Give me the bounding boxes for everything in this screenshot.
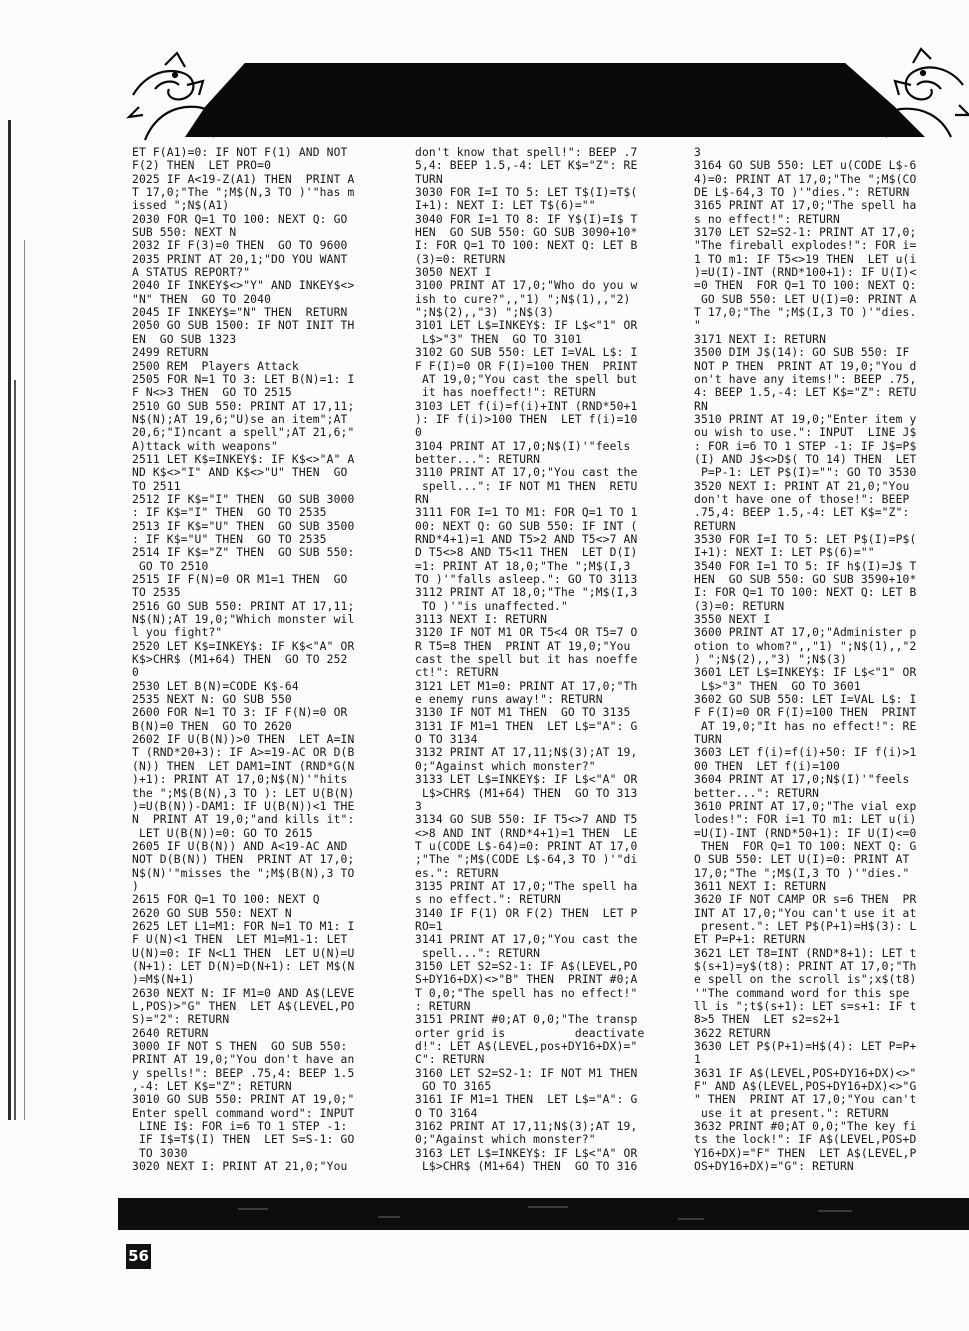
page-edge-shadow bbox=[0, 120, 30, 1120]
page-number-badge: 56 bbox=[126, 1244, 151, 1269]
dragon-header-banner bbox=[125, 45, 969, 145]
listing-column-3: 3 3164 GO SUB 550: LET u(CODE L$-6 4)=0: PRINT AT 17,0;"The ";M$(CO DE L$-64,3 TO )'"dies.": RETURN 3165 PRINT AT 17,0;"The spell ha s no effect!": RETURN 3170 LET S2=S2-1: PRINT AT 17,0; "The fireball explodes!": FOR i= 1 TO m1: IF T5<>19 THEN LET u(i )=U(I)-INT (RND*100+1): IF U(I)< =0 THEN FOR Q=1 TO 100: NEXT Q: GO SUB 550: LET U(I)=0: PRINT A T 17,0;"The ";M$(I,3 TO )'"dies. " 3171 NEXT I: RETURN 3500 DIM J$(14): GO SUB 550: IF NOT P THEN PRINT AT 19,0;"You d on't have any items!": BEEP .75, 4: BEEP 1.5,-4: LET K$="Z": RETU RN 3510 PRINT AT 19,0;"Enter item y ou wish to use.": INPUT LINE J$ : FOR i=6 TO 1 STEP -1: IF J$=P$ (I) AND J$<>D$( TO 14) THEN LET P=P-1: LET P$(I)="": GO TO 3530 3520 NEXT I: PRINT AT 21,0;"You don't have one of those!": BEEP .75,4: BEEP 1.5,-4: LET K$="Z": RETURN 3530 FOR I=I TO 5: LET P$(I)=P$( I+1): NEXT I: LET P$(6)="" 3540 FOR I=1 TO 5: IF h$(I)=J$ T HEN GO SUB 550: GO SUB 3590+10* I: FOR Q=1 TO 100: NEXT Q: LET B (3)=0: RETURN 3550 NEXT I 3600 PRINT AT 17,0;"Administer p otion to whom?",,"1) ";N$(1),,"2 ) ";N$(2),,"3) ";N$(3) 3601 LET L$=INKEY$: IF L$<"1" OR L$>"3" THEN GO TO 3601 3602 GO SUB 550: LET I=VAL L$: I F F(I)=0 OR F(I)=100 THEN PRINT AT 19,0;"It has no effect!": RE TURN 3603 LET f(i)=f(i)+50: IF f(i)>1 00 THEN LET f(i)=100 3604 PRINT AT 17,0;N$(I)'"feels better...": RETURN 3610 PRINT AT 17,0;"The vial exp lodes!": FOR i=1 TO m1: LET u(i) =U(I)-INT (RND*50+1): IF U(I)<=0 THEN FOR Q=1 TO 100: NEXT Q: G O SUB 550: LET U(I)=0: PRINT AT 17,0;"The ";M$(I,3 TO )'"dies." 3611 NEXT I: RETURN 3620 IF NOT CAMP OR s=6 THEN PR INT AT 17,0;"You can't use it at present.": LET P$(P+1)=H$(3): L ET P=P+1: RETURN 3621 LET T8=INT (RND*8+1): LET t $(s+1)=y$(t8): PRINT AT 17,0;"Th e spell on the scroll is";x$(t8) '"The command word for this spe ll is ";t$(s+1): LET s=s+1: IF t 8>5 THEN LET s2=s2+1 3622 RETURN 3630 LET P$(P+1)=H$(4): LET P=P+ 1 3631 IF A$(LEVEL,POS+DY16+DX)<>" F" AND A$(LEVEL,POS+DY16+DX)<>"G " THEN PRINT AT 17,0;"You can't use it at present.": RETURN 3632 PRINT #0;AT 0,0;"The key fi ts the lock!": IF A$(LEVEL,POS+D Y16+DX)="F" THEN LET A$(LEVEL,P OS+DY16+DX)="G": RETURN bbox=[694, 146, 917, 1174]
listing-column-2: don't know that spell!": BEEP .7 5,4: BEEP 1.5,-4: LET K$="Z": RE TURN 3030 FOR I=I TO 5: LET T$(I)=T$( I+1): NEXT I: LET T$(6)="" 3040 FOR I=1 TO 8: IF Y$(I)=I$ T HEN GO SUB 550: GO SUB 3090+10* I: FOR Q=1 TO 100: NEXT Q: LET B (3)=0: RETURN 3050 NEXT I 3100 PRINT AT 17,0;"Who do you w ish to cure?",,"1) ";N$(1),,"2) ";N$(2),,"3) ";N$(3) 3101 LET L$=INKEY$: IF L$<"1" OR L$>"3" THEN GO TO 3101 3102 GO SUB 550: LET I=VAL L$: I F F(I)=0 OR F(I)=100 THEN PRINT AT 19,0;"You cast the spell but it has noeffect!": RETURN 3103 LET f(i)=f(i)+INT (RND*50+1 ): IF f(i)>100 THEN LET f(i)=10 0 3104 PRINT AT 17,0;N$(I)'"feels better...": RETURN 3110 PRINT AT 17,0;"You cast the spell...": IF NOT M1 THEN RETU RN 3111 FOR I=1 TO M1: FOR Q=1 TO 1 00: NEXT Q: GO SUB 550: IF INT ( RND*4+1)=1 AND T5>2 AND T5<>7 AN D T5<>8 AND T5<11 THEN LET D(I) =1: PRINT AT 18,0;"The ";M$(I,3 TO )'"falls asleep.": GO TO 3113 3112 PRINT AT 18,0;"The ";M$(I,3 TO )'"is unaffected." 3113 NEXT I: RETURN 3120 IF NOT M1 OR T5<4 OR T5=7 O R T5=8 THEN PRINT AT 19,0;"You cast the spell but it has noeffe ct!": RETURN 3121 LET M1=0: PRINT AT 17,0;"Th e enemy runs away!": RETURN 3130 IF NOT M1 THEN GO TO 3135 3131 IF M1=1 THEN LET L$="A": G O TO 3134 3132 PRINT AT 17,11;N$(3);AT 19, 0;"Against which monster?" 3133 LET L$=INKEY$: IF L$<"A" OR L$>CHR$ (M1+64) THEN GO TO 313 3 3134 GO SUB 550: IF T5<>7 AND T5 <>8 AND INT (RND*4+1)=1 THEN LE T u(CODE L$-64)=0: PRINT AT 17,0 ;"The ";M$(CODE L$-64,3 TO )'"di es.": RETURN 3135 PRINT AT 17,0;"The spell ha s no effect.": RETURN 3140 IF F(1) OR F(2) THEN LET P RO=1 3141 PRINT AT 17,0;"You cast the spell...": RETURN 3150 LET S2=S2-1: IF A$(LEVEL,PO S+DY16+DX)<>"B" THEN PRINT #0;A T 0,0;"The spell has no effect!" : RETURN 3151 PRINT #0;AT 0,0;"The transp orter grid is deactivate d!": LET A$(LEVEL,pos+DY16+DX)=" C": RETURN 3160 LET S2=S2-1: IF NOT M1 THEN GO TO 3165 3161 IF M1=1 THEN LET L$="A": G O TO 3164 3162 PRINT AT 17,11;N$(3);AT 19, 0;"Against which monster?" 3163 LET L$=INKEY$: IF L$<"A" OR L$>CHR$ (M1+64) THEN GO TO 316 bbox=[415, 146, 645, 1174]
listing-column-1: ET F(A1)=0: IF NOT F(1) AND NOT F(2) THEN LET PRO=0 2025 IF A<19-Z(A1) THEN PRINT A T 17,0;"The ";M$(N,3 TO )'"has m issed ";N$(A1) 2030 FOR Q=1 TO 100: NEXT Q: GO SUB 550: NEXT N 2032 IF F(3)=0 THEN GO TO 9600 2035 PRINT AT 20,1;"DO YOU WANT A STATUS REPORT?" 2040 IF INKEY$<>"Y" AND INKEY$<> "N" THEN GO TO 2040 2045 IF INKEY$="N" THEN RETURN 2050 GO SUB 1500: IF NOT INIT TH EN GO SUB 1323 2499 RETURN 2500 REM Players Attack 2505 FOR N=1 TO 3: LET B(N)=1: I F N<>3 THEN GO TO 2515 2510 GO SUB 550: PRINT AT 17,11; N$(N);AT 19,6;"U)se an item";AT 20,6;"I)ncant a spell";AT 21,6;" A)ttack with weapons" 2511 LET K$=INKEY$: IF K$<>"A" A ND K$<>"I" AND K$<>"U" THEN GO TO 2511 2512 IF K$="I" THEN GO SUB 3000 : IF K$="I" THEN GO TO 2535 2513 IF K$="U" THEN GO SUB 3500 : IF K$="U" THEN GO TO 2535 2514 IF K$="Z" THEN GO SUB 550: GO TO 2510 2515 IF F(N)=0 OR M1=1 THEN GO TO 2535 2516 GO SUB 550: PRINT AT 17,11; N$(N);AT 19,0;"Which monster wil l you fight?" 2520 LET K$=INKEY$: IF K$<"A" OR K$>CHR$ (M1+64) THEN GO TO 252 0 2530 LET B(N)=CODE K$-64 2535 NEXT N: GO SUB 550 2600 FOR N=1 TO 3: IF F(N)=0 OR B(N)=0 THEN GO TO 2620 2602 IF U(B(N))>0 THEN LET A=IN T (RND*20+3): IF A>=19-AC OR D(B (N)) THEN LET DAM1=INT (RND*G(N )+1): PRINT AT 17,0;N$(N)'"hits the ";M$(B(N),3 TO ): LET U(B(N) )=U(B(N))-DAM1: IF U(B(N))<1 THE N PRINT AT 19,0;"and kills it": LET U(B(N))=0: GO TO 2615 2605 IF U(B(N)) AND A<19-AC AND NOT D(B(N)) THEN PRINT AT 17,0; N$(N)'"misses the ";M$(B(N),3 TO ) 2615 FOR Q=1 TO 100: NEXT Q 2620 GO SUB 550: NEXT N 2625 LET L1=M1: FOR N=1 TO M1: I F U(N)<1 THEN LET M1=M1-1: LET U(N)=0: IF N<L1 THEN LET U(N)=U (N+1): LET D(N)=D(N+1): LET M$(N )=M$(N+1) 2630 NEXT N: IF M1=0 AND A$(LEVE L,POS)>"G" THEN LET A$(LEVEL,PO S)="2": RETURN 2640 RETURN 3000 IF NOT S THEN GO SUB 550: PRINT AT 19,0;"You don't have an y spells!": BEEP .75,4: BEEP 1.5 ,-4: LET K$="Z": RETURN 3010 GO SUB 550: PRINT AT 19,0;" Enter spell command word": INPUT LINE I$: FOR i=6 TO 1 STEP -1: IF I$=T$(I) THEN LET S=S-1: GO TO 3030 3020 NEXT I: PRINT AT 21,0;"You bbox=[132, 146, 355, 1174]
footer-textured-bar bbox=[118, 1198, 969, 1230]
